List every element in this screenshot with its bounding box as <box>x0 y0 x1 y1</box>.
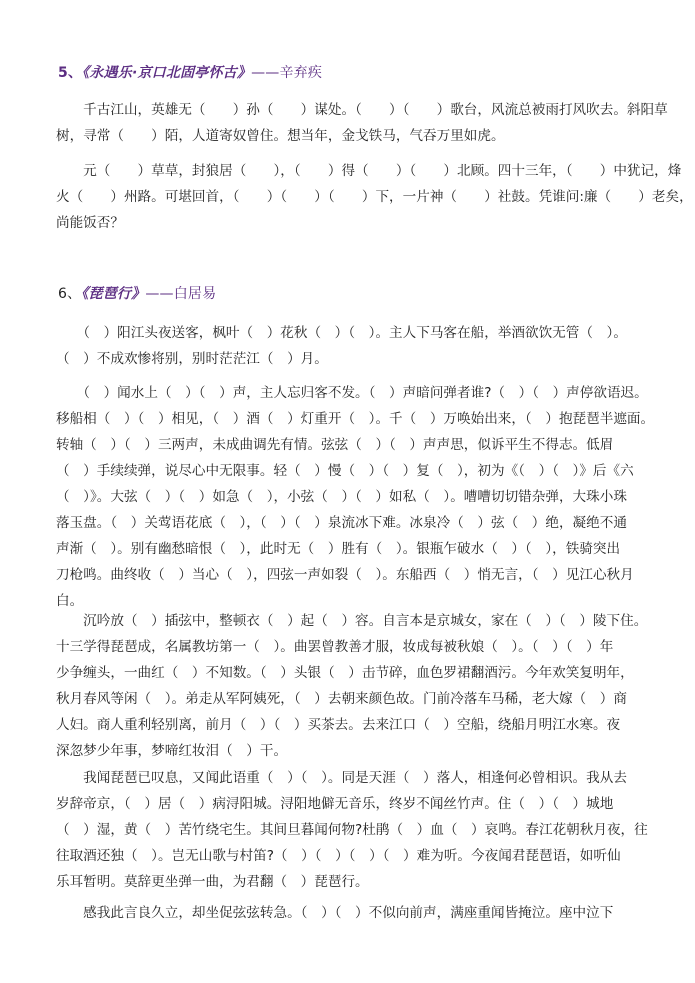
text-line: （ ）湿，黄（ ）苦竹绕宅生。其间旦暮闻何物?杜鹃（ ）血（ ）哀鸣。春江花朝秋月夜，往 <box>56 822 648 838</box>
text-line: 感我此言良久立，却坐促弦弦转急。（ ）（ ）不似向前声，满座重闻皆掩泣。座中泣下 <box>56 905 614 921</box>
section-6-paragraph-1 <box>56 320 642 372</box>
text-line: 沉吟放（ ）插弦中，整顿衣（ ）起（ ）容。自言本是京城女，家在（ ）（ ）陵下住。 <box>56 613 648 629</box>
text-line: 少争缠头，一曲红（ ）不知数。（ ）头银（ ）击节碎，血色罗裙翻酒污。今年欢笑复明年， <box>56 665 634 681</box>
text-line: 声渐（ ）。别有幽愁暗恨（ ），此时无（ ）胜有（ ）。银瓶乍破水（ ）（ ），铁骑突出 <box>56 541 621 557</box>
text-line: 我闻琵琶已叹息，又闻此语重（ ）（ ）。同是天涯（ ）落人，相逢何必曾相识。我从去 <box>56 770 627 786</box>
text-line: （ ）不成欢惨将别，别时茫茫江（ ）月。 <box>56 351 328 367</box>
section-5-heading <box>58 62 322 82</box>
text-line: 秋月春风等闲（ ）。弟走从军阿姨死，（ ）去朝来颜色故。门前冷落车马稀，老大嫁（ ）商 <box>56 691 627 707</box>
text-line: （ ）阳江头夜送客，枫叶（ ）花秋（ ）（ ）。主人下马客在船，举酒欲饮无管（ ）。 <box>56 325 627 341</box>
section-5-paragraph-1 <box>56 97 668 149</box>
section-6-paragraph-3 <box>56 608 648 764</box>
section-6-paragraph-2 <box>56 380 655 614</box>
section-6-paragraph-4 <box>56 765 648 895</box>
text-line: 白。 <box>56 593 84 609</box>
text-line: 十三学得琵琶成，名属教坊第一（ ）。曲罢曾教善才服，妆成每被秋娘（ ）。（ ）（ ）年 <box>56 639 614 655</box>
text-line: 树，寻常（ ）陌，人道寄奴曾住。想当年，金戈铁马，气吞万里如虎。 <box>56 128 505 144</box>
section-5-author: ——辛弃疾 <box>251 65 323 81</box>
text-line: 往取酒还独（ ）。岂无山歌与村笛?（ ）（ ）（ ）（ ）难为听。今夜闻君琵琶语，如听仙 <box>56 848 621 864</box>
text-line: 元（ ）草草，封狼居（ ），（ ）得（ ）（ ）北顾。四十三年，（ ）中犹记，烽 <box>56 163 682 179</box>
text-line: 火（ ）州路。可堪回首，（ ）（ ）（ ）下，一片神（ ）社鼓。凭谁问:廉（ ）老矣， <box>56 189 693 205</box>
section-6-title: 《琵琶行》 <box>81 286 146 302</box>
section-5-title: 《永遇乐·京口北固亭怀古》 <box>82 65 252 81</box>
text-line: 岁辞帝京，（ ）居（ ）病浔阳城。浔阳地僻无音乐，终岁不闻丝竹声。住（ ）（ ）城地 <box>56 796 614 812</box>
section-6-heading <box>58 283 216 303</box>
text-line: 刀枪鸣。曲终收（ ）当心（ ），四弦一声如裂（ ）。东船西（ ）悄无言，（ ）见江心秋月 <box>56 567 634 583</box>
section-6-paragraph-5 <box>56 900 642 926</box>
section-5-paragraph-2 <box>56 158 693 236</box>
text-line: 乐耳暂明。莫辞更坐弹一曲，为君翻（ ）琵琶行。 <box>56 874 369 890</box>
section-6-author: ——白居易 <box>145 286 217 302</box>
text-line: 尚能饭否？ <box>56 215 124 231</box>
section-5-number: 5、 <box>58 65 83 81</box>
section-6-number: 6、 <box>58 286 82 302</box>
text-line: （ ）》。大弦（ ）（ ）如急（ ），小弦（ ）（ ）如私（ ）。嘈嘈切切错杂弹，大珠小珠 <box>56 489 627 505</box>
text-line: （ ）手续续弹，说尽心中无限事。轻（ ）慢（ ）（ ）复（ ），初为《（ ）（ ）》后《六 <box>56 463 634 479</box>
text-line: 移船相（ ）（ ）相见，（ ）酒（ ）灯重开（ ）。千（ ）万唤始出来，（ ）抱琵琶半遮面。 <box>56 411 655 427</box>
text-line: 落玉盘。（ ）关莺语花底（ ），（ ）（ ）泉流冰下难。冰泉冷（ ）弦（ ）绝，凝绝不通 <box>56 515 627 531</box>
text-line: （ ）闻水上（ ）（ ）声，主人忘归客不发。（ ）声暗问弹者谁?（ ）（ ）声停欲语迟。 <box>56 385 648 401</box>
text-line: 转轴（ ）（ ）三两声，未成曲调先有情。弦弦（ ）（ ）声声思，似诉平生不得志。低眉 <box>56 437 614 453</box>
text-line: 人妇。商人重利轻别离，前月（ ）（ ）买茶去。去来江口（ ）空船，绕船月明江水寒。夜 <box>56 717 621 733</box>
text-line: 千古江山，英雄无（ ）孙（ ）谋处。（ ）（ ）歌台，风流总被雨打风吹去。斜阳草 <box>56 102 668 118</box>
text-line: 深忽梦少年事，梦啼红妆泪（ ）干。 <box>56 743 288 759</box>
